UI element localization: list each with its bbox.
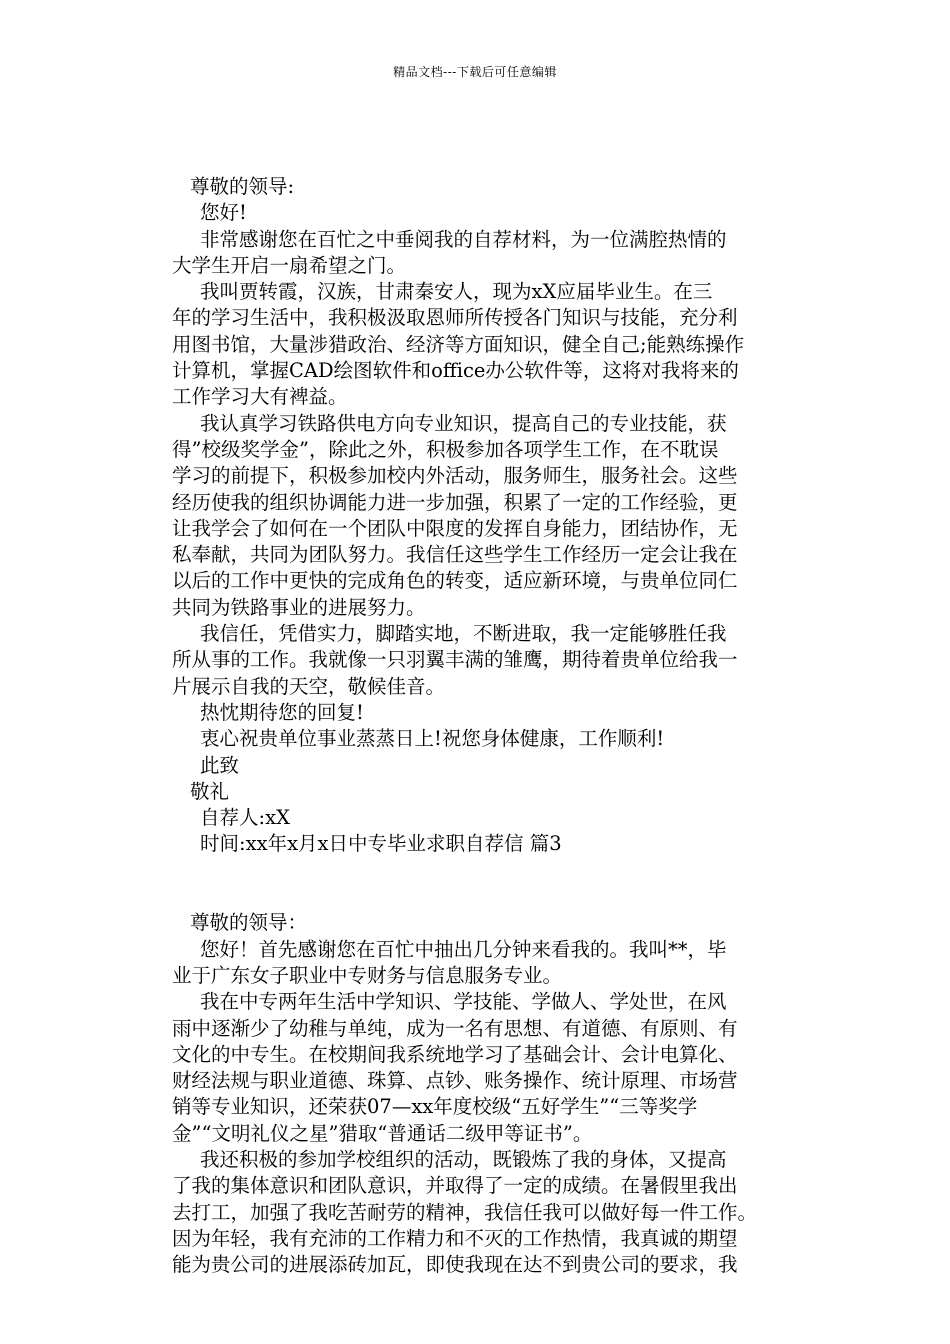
text-line: 年的学习生活中，我积极汲取恩师所传授各门知识与技能，充分利 bbox=[172, 306, 738, 330]
text-line: 片展示自我的天空，敬候佳音。 bbox=[172, 674, 446, 698]
text-line: 私奉献，共同为团队努力。我信任这些学生工作经历一定会让我在 bbox=[172, 543, 738, 567]
text-line: 非常感谢您在百忙之中垂阅我的自荐材料，为一位满腔热情的 bbox=[200, 227, 727, 251]
text-line: 我认真学习铁路供电方向专业知识，提高自己的专业技能，获 bbox=[200, 411, 727, 435]
text-line: 销等专业知识，还荣获07—xx年度校级“五好学生”“三等奖学 bbox=[172, 1095, 698, 1119]
text-line: 此致 bbox=[200, 753, 240, 777]
text-line: 文化的中专生。在校期间我系统地学习了基础会计、会计电算化、 bbox=[172, 1042, 738, 1066]
text-line: 自荐人:xX bbox=[200, 806, 290, 830]
section-gap bbox=[172, 858, 820, 911]
text-line: 您好! bbox=[200, 201, 247, 225]
text-line: 学习的前提下，积极参加校内外活动，服务师生，服务社会。这些 bbox=[172, 464, 738, 488]
text-line: 以后的工作中更快的完成角色的转变，适应新环境，与贵单位同仁 bbox=[172, 569, 738, 593]
text-line: 雨中逐渐少了幼稚与单纯，成为一名有思想、有道德、有原则、有 bbox=[172, 1016, 738, 1040]
text-line: 衷心祝贵单位事业蒸蒸日上!祝您身体健康，工作顺利! bbox=[200, 727, 665, 751]
text-line: 让我学会了如何在一个团队中限度的发挥自身能力，团结协作，无 bbox=[172, 516, 738, 540]
text-line: 能为贵公司的进展添砖加瓦，即使我现在达不到贵公司的要求，我 bbox=[172, 1253, 738, 1277]
text-line: 因为年轻，我有充沛的工作精力和不灭的工作热情，我真诚的期望 bbox=[172, 1226, 738, 1250]
text-line: 尊敬的领导： bbox=[190, 911, 308, 935]
text-line: 我叫贾转霞，汉族，甘肃秦安人，现为xX应届毕业生。在三 bbox=[200, 280, 713, 304]
text-line: 财经法规与职业道德、珠算、点钞、账务操作、统计原理、市场营 bbox=[172, 1069, 738, 1093]
text-line: 我信任，凭借实力，脚踏实地，不断进取，我一定能够胜任我 bbox=[200, 622, 727, 646]
text-line: 时间:xx年x月x日中专毕业求职自荐信 篇3 bbox=[200, 832, 562, 856]
text-line: 经历使我的组织协调能力进一步加强，积累了一定的工作经验，更 bbox=[172, 490, 738, 514]
page-header: 精品文档---下载后可任意编辑 bbox=[393, 65, 557, 79]
text-line: 所从事的工作。我就像一只羽翼丰满的雏鹰，期待着贵单位给我一 bbox=[172, 648, 738, 672]
text-line: 计算机，掌握CAD绘图软件和office办公软件等，这将对我将来的 bbox=[172, 359, 739, 383]
text-line: 了我的集体意识和团队意识，并取得了一定的成绩。在暑假里我出 bbox=[172, 1174, 738, 1198]
text-line: 工作学习大有裨益。 bbox=[172, 385, 348, 409]
text-line: 共同为铁路事业的进展努力。 bbox=[172, 595, 426, 619]
text-line: 业于广东女子职业中专财务与信息服务专业。 bbox=[172, 963, 563, 987]
text-line: 您好！首先感谢您在百忙中抽出几分钟来看我的。我叫**，毕 bbox=[200, 937, 727, 961]
text-line: 我在中专两年生活中学知识、学技能、学做人、学处世，在风 bbox=[200, 990, 727, 1014]
text-line: 我还积极的参加学校组织的活动，既锻炼了我的身体，又提高 bbox=[200, 1147, 727, 1171]
letter-one bbox=[172, 174, 820, 858]
letter-two bbox=[172, 910, 820, 1278]
text-line: 敬礼 bbox=[190, 779, 230, 803]
text-line: 大学生开启一扇希望之门。 bbox=[172, 253, 407, 277]
text-line: 金”“文明礼仪之星”猎取“普通话二级甲等证书”。 bbox=[172, 1121, 593, 1145]
text-line: 用图书馆，大量涉猎政治、经济等方面知识，健全自己;能熟练操作 bbox=[172, 332, 745, 356]
text-line: 热忱期待您的回复! bbox=[200, 700, 364, 724]
text-line: 去打工，加强了我吃苦耐劳的精神，我信任我可以做好每一件工作。 bbox=[172, 1200, 758, 1224]
text-line: 得”校级奖学金”，除此之外，积极参加各项学生工作，在不耽误 bbox=[172, 437, 719, 461]
text-line: 尊敬的领导: bbox=[190, 175, 295, 198]
document-body bbox=[172, 174, 820, 1278]
